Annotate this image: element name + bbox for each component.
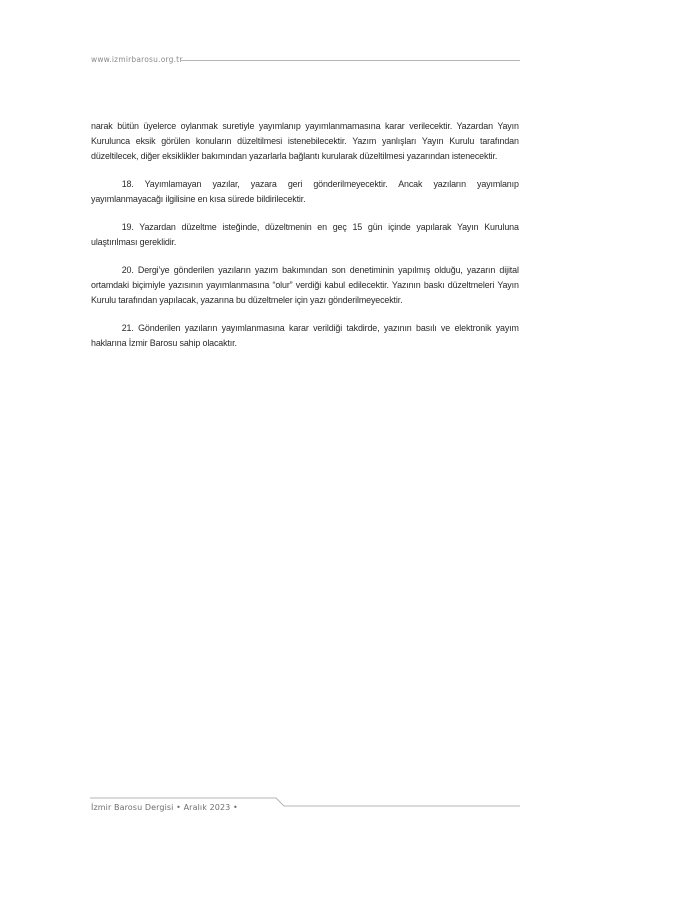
- footer-journal-title: İzmir Barosu Dergisi • Aralık 2023 •: [91, 803, 238, 812]
- paragraph-item-19: 19. Yazardan düzeltme isteğinde, düzeltmenin en geç 15 gün içinde yapılarak Yayın Kuruluna ulaştırılması gereklidir.: [91, 221, 519, 248]
- paragraph-item-20: 20. Dergi’ye gönderilen yazıların yazım bakımından son denetiminin yapılmış olduğu, yazarın dijital ortamdaki biçimiyle yazısının yayımlanmasına “olur” verdiği kabul edilecektir. Yazının baskı düzeltmeleri Yayın Kurulu tarafından yapılacak, yazarına bu düzeltmeler için yazı gönderilmeyecektir.: [91, 265, 519, 306]
- header-url: www.izmirbarosu.org.tr: [91, 55, 183, 64]
- paragraph-continuation: narak bütün üyelerce oylanmak suretiyle yayımlanıp yayımlanmamasına karar verilecektir. Yazardan Yayın Kurulunca eksik görülen konuların düzeltilmesi istenebilecektir. Yazım yanlışları Yayın Kurulu tarafından düzeltilecek, diğer eksiklikler bakımından yazarlarla bağlantı kurularak düzeltilmesi yazarından istenecektir.: [91, 121, 519, 162]
- paragraph-item-21: 21. Gönderilen yazıların yayımlanmasına karar verildiği takdirde, yazının basılı ve elektronik yayım haklarına İzmir Barosu sahip olacaktır.: [91, 322, 519, 349]
- header-divider: [180, 60, 520, 61]
- paragraph-item-18: 18. Yayımlamayan yazılar, yazara geri gönderilmeyecektir. Ancak yazıların yayımlanıp yayımlanmayacağı ilgilisine en kısa sürede bildirilecektir.: [91, 178, 519, 205]
- article-body: [91, 120, 519, 365]
